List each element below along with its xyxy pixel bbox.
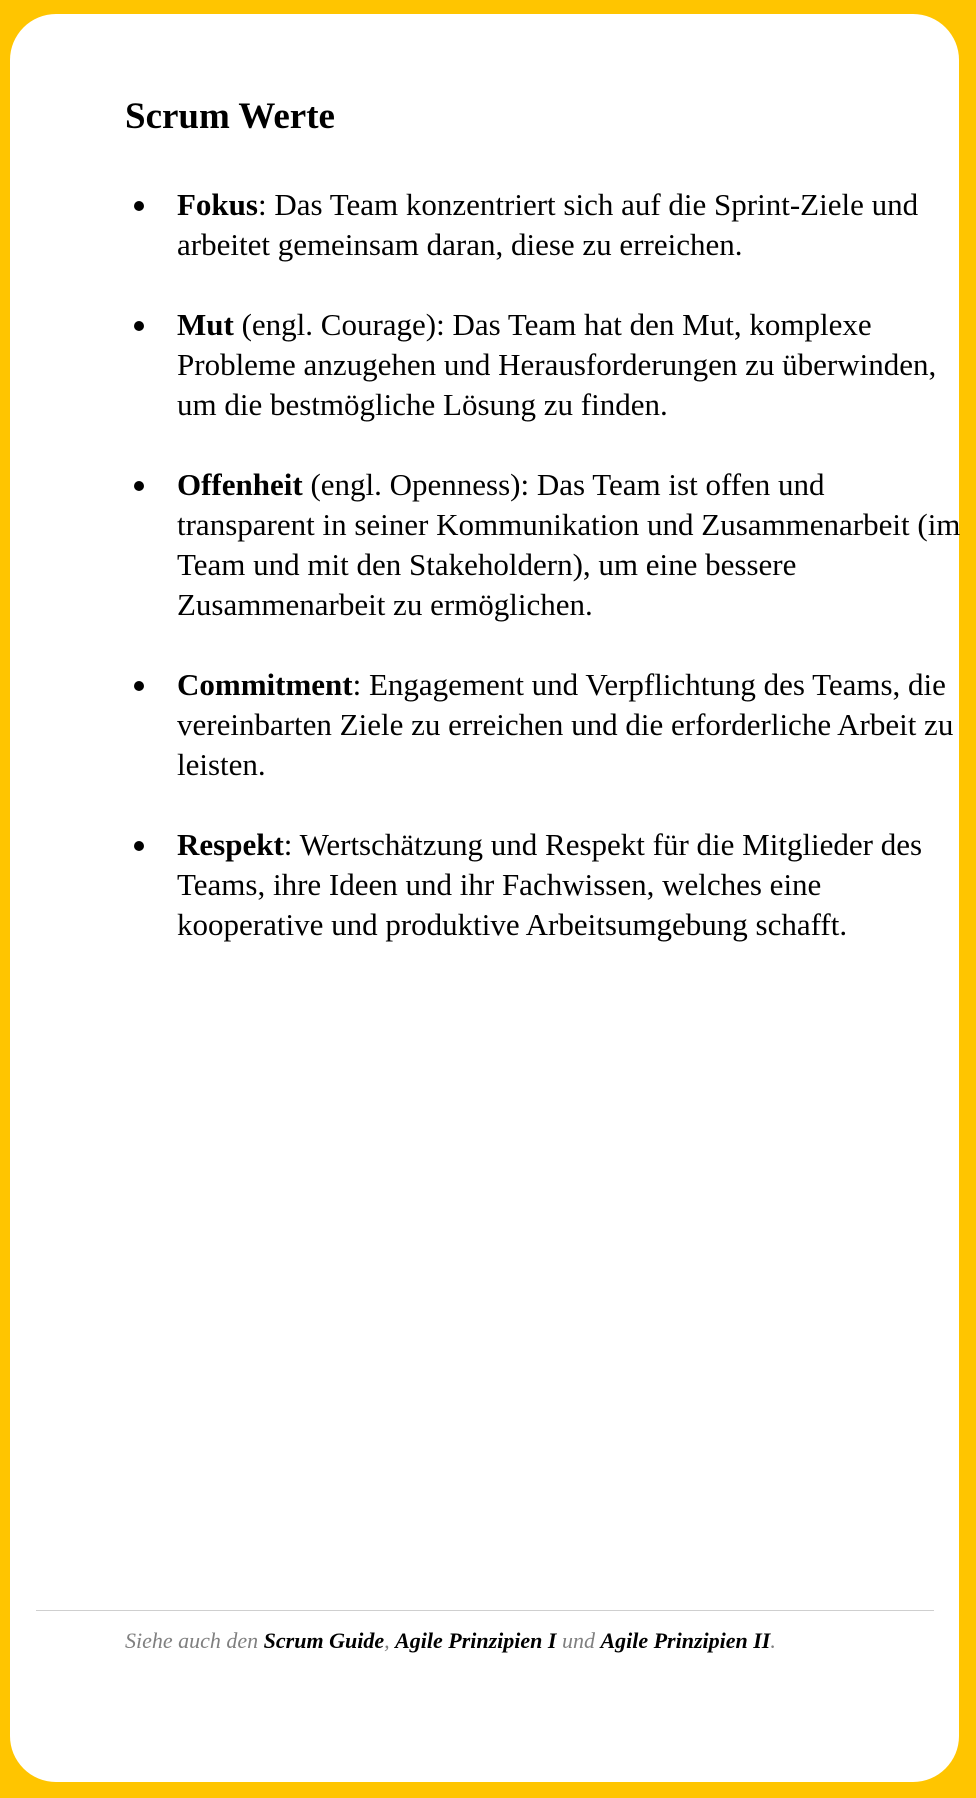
values-list bbox=[125, 185, 965, 985]
page-title: Scrum Werte bbox=[125, 96, 335, 137]
value-item-mut bbox=[125, 305, 965, 425]
bullet-icon bbox=[134, 201, 144, 211]
value-description: (engl. Courage): Das Team hat den Mut, komplexe Probleme anzugehen und Herausforderungen zu überwinden, um die bestmögliche Lösung zu finden. bbox=[177, 307, 937, 422]
value-term: Mut bbox=[177, 307, 234, 342]
value-description: : Das Team konzentriert sich auf die Sprint-Ziele und arbeitet gemeinsam daran, diese zu erreichen. bbox=[177, 187, 919, 262]
value-item-respekt bbox=[125, 825, 965, 945]
value-item-offenheit bbox=[125, 465, 965, 625]
bullet-icon bbox=[134, 841, 144, 851]
bullet-icon bbox=[134, 481, 144, 491]
footer-divider bbox=[36, 1610, 934, 1611]
ref-agile-prinzipien-2: Agile Prinzipien II bbox=[600, 1628, 771, 1653]
ref-agile-prinzipien-1: Agile Prinzipien I bbox=[395, 1628, 557, 1653]
value-term: Fokus bbox=[177, 187, 258, 222]
value-item-fokus bbox=[125, 185, 965, 265]
footer-separator: , bbox=[384, 1628, 396, 1653]
value-term: Commitment bbox=[177, 667, 353, 702]
value-description: : Wertschätzung und Respekt für die Mitglieder des Teams, ihre Ideen und ihr Fachwissen, welches eine kooperative und produktive Arbeitsumgebung schafft. bbox=[177, 827, 923, 942]
footer-note bbox=[125, 1626, 776, 1656]
value-description: : Engagement und Verpflichtung des Teams, die vereinbarten Ziele zu erreichen und die erforderliche Arbeit zu leisten. bbox=[177, 667, 954, 782]
card bbox=[10, 14, 959, 1782]
value-description: (engl. Openness): Das Team ist offen und transparent in seiner Kommunikation und Zusammenarbeit (im Team und mit den Stakeholdern), um eine bessere Zusammenarbeit zu ermöglichen. bbox=[177, 467, 961, 622]
footer-separator: und bbox=[556, 1628, 601, 1653]
footer-prefix: Siehe auch den bbox=[125, 1628, 264, 1653]
ref-scrum-guide: Scrum Guide bbox=[263, 1628, 385, 1653]
bullet-icon bbox=[134, 321, 144, 331]
value-term: Offenheit bbox=[177, 467, 303, 502]
bullet-icon bbox=[134, 681, 144, 691]
value-term: Respekt bbox=[177, 827, 284, 862]
value-item-commitment bbox=[125, 665, 965, 785]
footer-suffix: . bbox=[770, 1628, 776, 1653]
